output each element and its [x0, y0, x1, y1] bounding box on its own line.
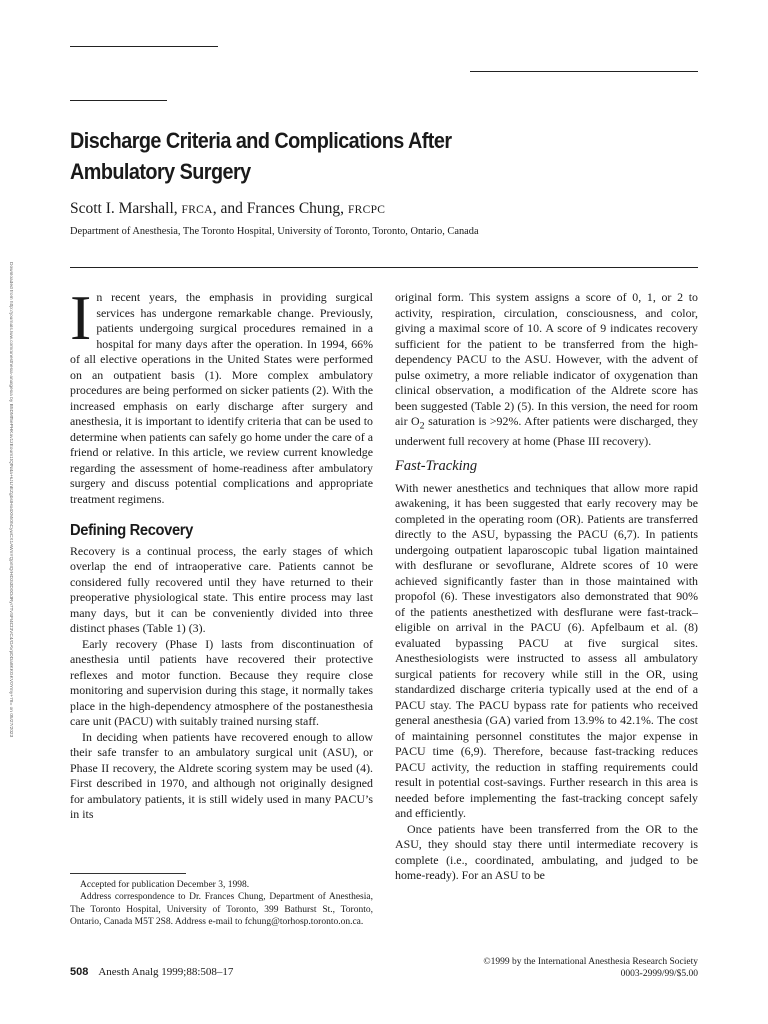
author-1-name: Scott I. Marshall,	[70, 200, 182, 217]
copyright: ©1999 by the International Anesthesia Research Society	[483, 957, 698, 967]
paragraph	[395, 290, 698, 449]
paragraph: Early recovery (Phase I) lasts from discontinuation of anesthesia until patients have recovered their protective reflexes and motor function. Because they require close monitoring and supervision during this stage, it normally takes place in the high-dependency atmosphere of the postanesthesia care unit (PACU) with suitably trained nursing staff.	[70, 636, 373, 728]
page-footer-left	[70, 966, 233, 978]
section-heading-fast-tracking: Fast-Tracking	[395, 458, 478, 475]
header-rule-left-top	[70, 46, 218, 47]
author-joiner: , and	[212, 200, 247, 217]
drop-cap: I	[70, 282, 92, 353]
title-line-1: Discharge Criteria and Complications After	[70, 128, 452, 153]
footnote-rule	[70, 873, 186, 874]
paragraph-text: saturation is >92%. After patients were discharged, they underwent full recovery at home (Phase III recovery).	[395, 414, 699, 448]
affiliation: Department of Anesthesia, The Toronto Hospital, University of Toronto, Toronto, Ontario, Canada	[70, 226, 479, 237]
intro-paragraph	[70, 282, 373, 507]
issn-price: 0003-2999/99/$5.00	[620, 968, 698, 979]
footnote-address: Address correspondence to Dr. Frances Chung, Department of Anesthesia, The Toronto Hospital, University of Toronto, 399 Bathurst St., Toronto, Ontario, Canada M5T 2S8. Address e-mail to fchung@torhosp.toronto.on.ca.	[70, 892, 373, 928]
article-title	[70, 125, 628, 187]
intro-text: n recent years, the emphasis in providing surgical services has undergone remarkable change. Previously, patients undergoing surgical procedures remained in a hospital for many days after the operation. In 1994, 66% of all elective operations in the United States were performed on an outpatient basis (1). More complex ambulatory procedures are being performed on sicker patients (2). With the increased emphasis on early discharge after surgery and anesthesia, it is important to identify criteria that can be used to determine when patients can safely go home under the care of a friend or relative. In this article, we review current knowledge regarding the assessment of home-readiness after ambulatory surgery and discuss potential complications and appropriate treatment regimens.	[70, 290, 373, 506]
left-column	[70, 282, 373, 823]
paragraph: In deciding when patients have recovered enough to allow their safe transfer to an ambulatory surgical unit (ASU), or Phase II recovery, the Aldrete scoring system may be used (4). First described in 1970, and although not originally designed for ambulatory patients, it is still widely used in many PACU’s in its	[70, 729, 373, 821]
section-heading-defining-recovery: Defining Recovery	[70, 522, 193, 539]
paragraph: Once patients have been transferred from the OR to the ASU, they should stay there until intermediate recovery is complete (i.e., coordinated, ambulating, and judged to be home-ready). For an ASU to be	[395, 821, 698, 883]
title-line-2: Ambulatory Surgery	[70, 159, 251, 184]
footnote	[70, 879, 373, 929]
subscript: 2	[419, 420, 425, 432]
column-top-rule	[70, 267, 698, 268]
header-rule-right	[470, 71, 698, 72]
header-rule-left-bottom	[70, 100, 167, 101]
journal-citation: Anesth Analg 1999;88:508–17	[98, 966, 234, 978]
page-number: 508	[70, 966, 89, 978]
author-line	[70, 200, 385, 218]
download-side-note: Downloaded from http://journals.lww.com/anesthesia-analgesia by BhDMf5ePHKav1zEoum1tQfN4a+kJLhEZgbsIHo4XMi0hCywCX1AWnYQp/IlQrHD3i3D0OdRyi7TvSFl4Cf3VC4/OAVpDDa8KKGKV0Ymy+78= on 05/27/2023	[8, 262, 13, 738]
author-2-degree: FRCPC	[347, 204, 386, 216]
author-2-name: Frances Chung,	[246, 200, 348, 217]
paragraph-text: original form. This system assigns a score of 0, 1, or 2 to activity, respiration, circulation, consciousness, and color, giving a maximal score of 10. A score of 9 indicates recovery sufficient for the patient to be transferred from the high-dependency PACU to the ASU. However, with the advent of pulse oximetry, a more reliable indicator of oxygenation than clinical observation, a modification of the Aldrete score has been suggested (Table 2) (5). In this version, the need for room air O	[395, 290, 698, 428]
page-footer-right	[483, 957, 698, 980]
paragraph: With newer anesthetics and techniques that allow more rapid awakening, it has been suggested that early recovery may be completed in the operating room (OR). Patients are transferred directly to the ASU, bypassing the PACU (6,7). In patients undergoing outpatient laparoscopic tubal ligation maintained with desflurane or sevoflurane, Aldrete scores of 10 were achieved significantly faster than in those maintained with propofol (6). These investigators also demonstrated that 90% of the patients anesthetized with desflurane were fast-track–eligible on arrival in the PACU (6). Apfelbaum et al. (8) evaluated bypassing PACU at five surgical sites. Anesthesiologists were instructed to assess all ambulatory surgical patients for recovery while still in the OR, using standardized discharge criteria typically used at the end of a PACU stay. The PACU bypass rate for patients who received general anesthesia (GA) varied from 13.9% to 42.1%. The cost of maintaining personnel constitutes the major expense in PACU time (6,9). Therefore, because fast-tracking reduces PACU activity, the reduction in staffing requirements could result in potential cost-savings. Further research in this area is needed before implementing the fast-tracking concept safely and efficiently.	[395, 480, 698, 821]
paragraph: Recovery is a continual process, the early stages of which overlap the end of intraoperative care. Patients cannot be considered fully recovered until they have returned to their preoperative physiological state. This entire process may last many days, but it can be conveniently divided into three distinct phases (Table 1) (3).	[70, 543, 373, 635]
footnote-accepted: Accepted for publication December 3, 1998.	[80, 880, 250, 890]
right-column	[395, 290, 698, 884]
author-1-degree: FRCA	[181, 204, 213, 216]
